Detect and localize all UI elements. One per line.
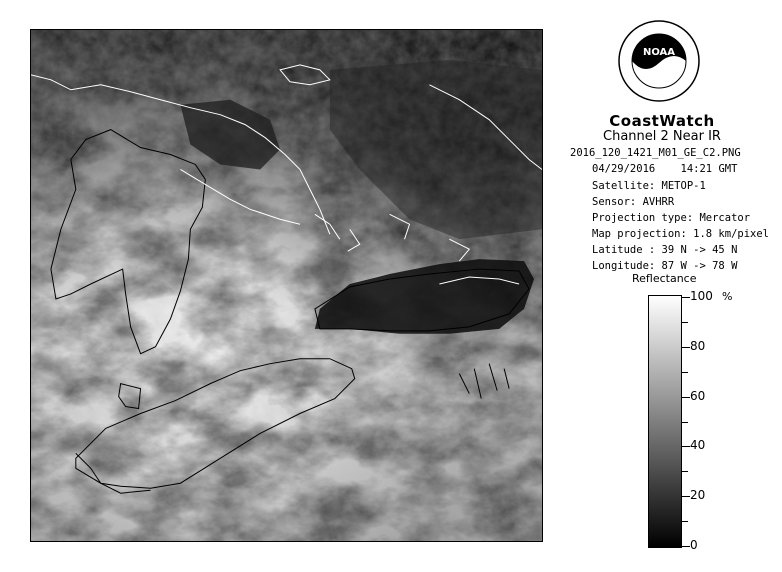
colorbar-tick [682, 397, 690, 398]
app-title: CoastWatch [609, 112, 715, 130]
map-projection-label: Map projection: 1.8 km/pixel [592, 228, 770, 240]
filename-label: 2016_120_1421_M01_GE_C2.PNG [570, 147, 741, 159]
colorbar-minor-tick [682, 422, 688, 423]
sensor-label: Sensor: AVHRR [592, 196, 675, 208]
date-time [592, 163, 737, 175]
channel-subtitle: Channel 2 Near IR [603, 129, 721, 144]
colorbar-minor-tick [682, 471, 688, 472]
colorbar-tick [682, 446, 690, 447]
reflectance-colorbar [648, 295, 682, 548]
colorbar-tick-label: 40 [690, 438, 706, 453]
colorbar-tick [682, 546, 690, 547]
date-label: 04/29/2016 [592, 163, 656, 175]
satellite-label: Satellite: METOP-1 [592, 180, 706, 192]
colorbar-minor-tick [682, 521, 688, 522]
colorbar-tick-label: 0 [690, 538, 698, 552]
longitude-label: Longitude: 87 W -> 78 W [592, 260, 738, 272]
satellite-image [30, 29, 543, 542]
colorbar-minor-tick [682, 372, 688, 373]
legend-title: Reflectance [632, 272, 697, 285]
colorbar-tick-label: 60 [690, 388, 706, 403]
time-label: 14:21 GMT [680, 163, 738, 175]
colorbar-tick-label: 80 [690, 338, 706, 353]
projection-type-label: Projection type: Mercator [592, 212, 751, 224]
logo-text: NOAA [642, 47, 676, 58]
noaa-logo [618, 20, 700, 102]
colorbar-tick [682, 347, 690, 348]
colorbar-tick-label: 20 [690, 488, 706, 503]
colorbar-tick [682, 496, 690, 497]
colorbar-tick [682, 297, 690, 298]
colorbar-minor-tick [682, 322, 688, 323]
latitude-label: Latitude : 39 N -> 45 N [592, 244, 738, 256]
legend-unit: % [722, 290, 733, 303]
colorbar-tick-label: 100 [690, 289, 713, 303]
